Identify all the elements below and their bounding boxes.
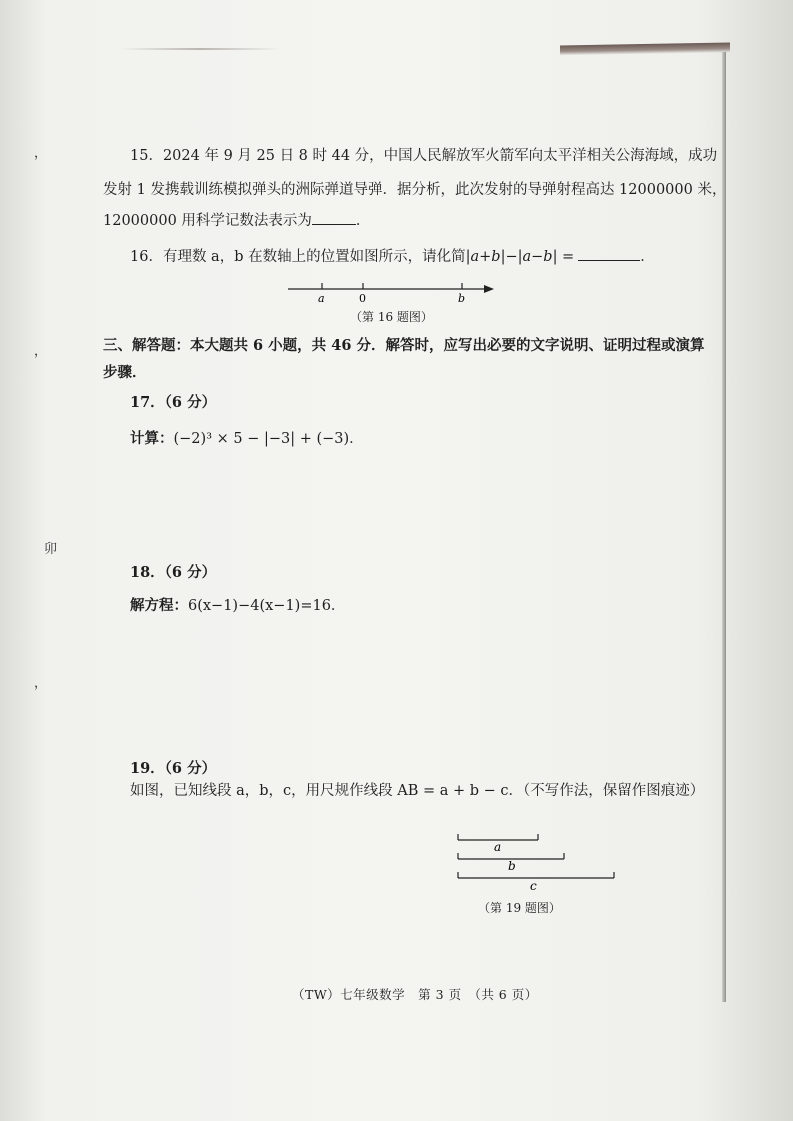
figure16-caption: （第 16 题图）: [350, 310, 433, 324]
section3-heading-cont: 步骤．: [103, 364, 147, 381]
answer-blank: [312, 210, 356, 225]
q16-end: ．: [640, 249, 655, 265]
q17-expr: (−2)³ × 5 − |−3| + (−3)．: [173, 431, 364, 447]
axis-label-b: b: [458, 292, 466, 305]
segment-label-a: a: [494, 840, 502, 854]
margin-mark: ，: [34, 146, 48, 161]
q17-label: 计算：: [130, 430, 174, 447]
q17-problem: [130, 429, 364, 449]
answer-blank: [578, 246, 640, 261]
q15-end: ．: [355, 213, 371, 229]
q16-text: 16．有理数 a，b 在数轴上的位置如图所示，请化简: [130, 249, 466, 265]
q18-problem: [130, 596, 345, 616]
margin-mark: ，: [34, 344, 48, 359]
q18-heading: 18．（6 分）: [130, 564, 217, 581]
q16-expr: |a+b|−|a−b| =: [465, 249, 575, 265]
page-footer: （TW）七年级数学 第 3 页 （共 6 页）: [292, 987, 538, 1002]
q15-line3: [103, 210, 370, 231]
q18-expr: 6(x−1)−4(x−1)=16．: [188, 598, 346, 614]
q19-text: 如图，已知线段 a，b，c，用尺规作线段 AB = a + b − c．（不写作法，保留作图痕迹）: [130, 783, 705, 799]
segments-figure: [450, 830, 625, 894]
q15-line3-text: 12000000 用科学记数法表示为: [103, 213, 312, 229]
figure19-caption: （第 19 题图）: [478, 901, 561, 915]
q15-line1: 15．2024 年 9 月 25 日 8 时 44 分，中国人民解放军火箭军向太平洋相关公海海域，成功: [130, 148, 718, 164]
margin-mark: ，: [34, 676, 48, 691]
segment-label-b: b: [508, 859, 516, 873]
margin-mark: 卯: [44, 542, 58, 557]
q15-line2: 发射 1 发携载训练模拟弹头的洲际弹道导弹．据分析，此次发射的导弹射程高达 12000000 米，: [103, 182, 727, 198]
segment-label-c: c: [530, 879, 537, 893]
q18-label: 解方程：: [130, 597, 188, 614]
q19-heading: 19．（6 分）: [130, 760, 217, 777]
axis-label-zero: 0: [359, 292, 366, 305]
number-line: [284, 280, 496, 306]
scan-line: [120, 48, 280, 50]
scan-shadow: [560, 43, 730, 56]
q16-line: [130, 246, 655, 267]
q17-heading: 17．（6 分）: [130, 394, 217, 411]
axis-label-a: a: [318, 292, 325, 305]
number-line-arrow: [484, 285, 494, 293]
section3-heading: 三、解答题：本大题共 6 小题，共 46 分．解答时，应写出必要的文字说明、证明过程或演算: [103, 337, 705, 354]
